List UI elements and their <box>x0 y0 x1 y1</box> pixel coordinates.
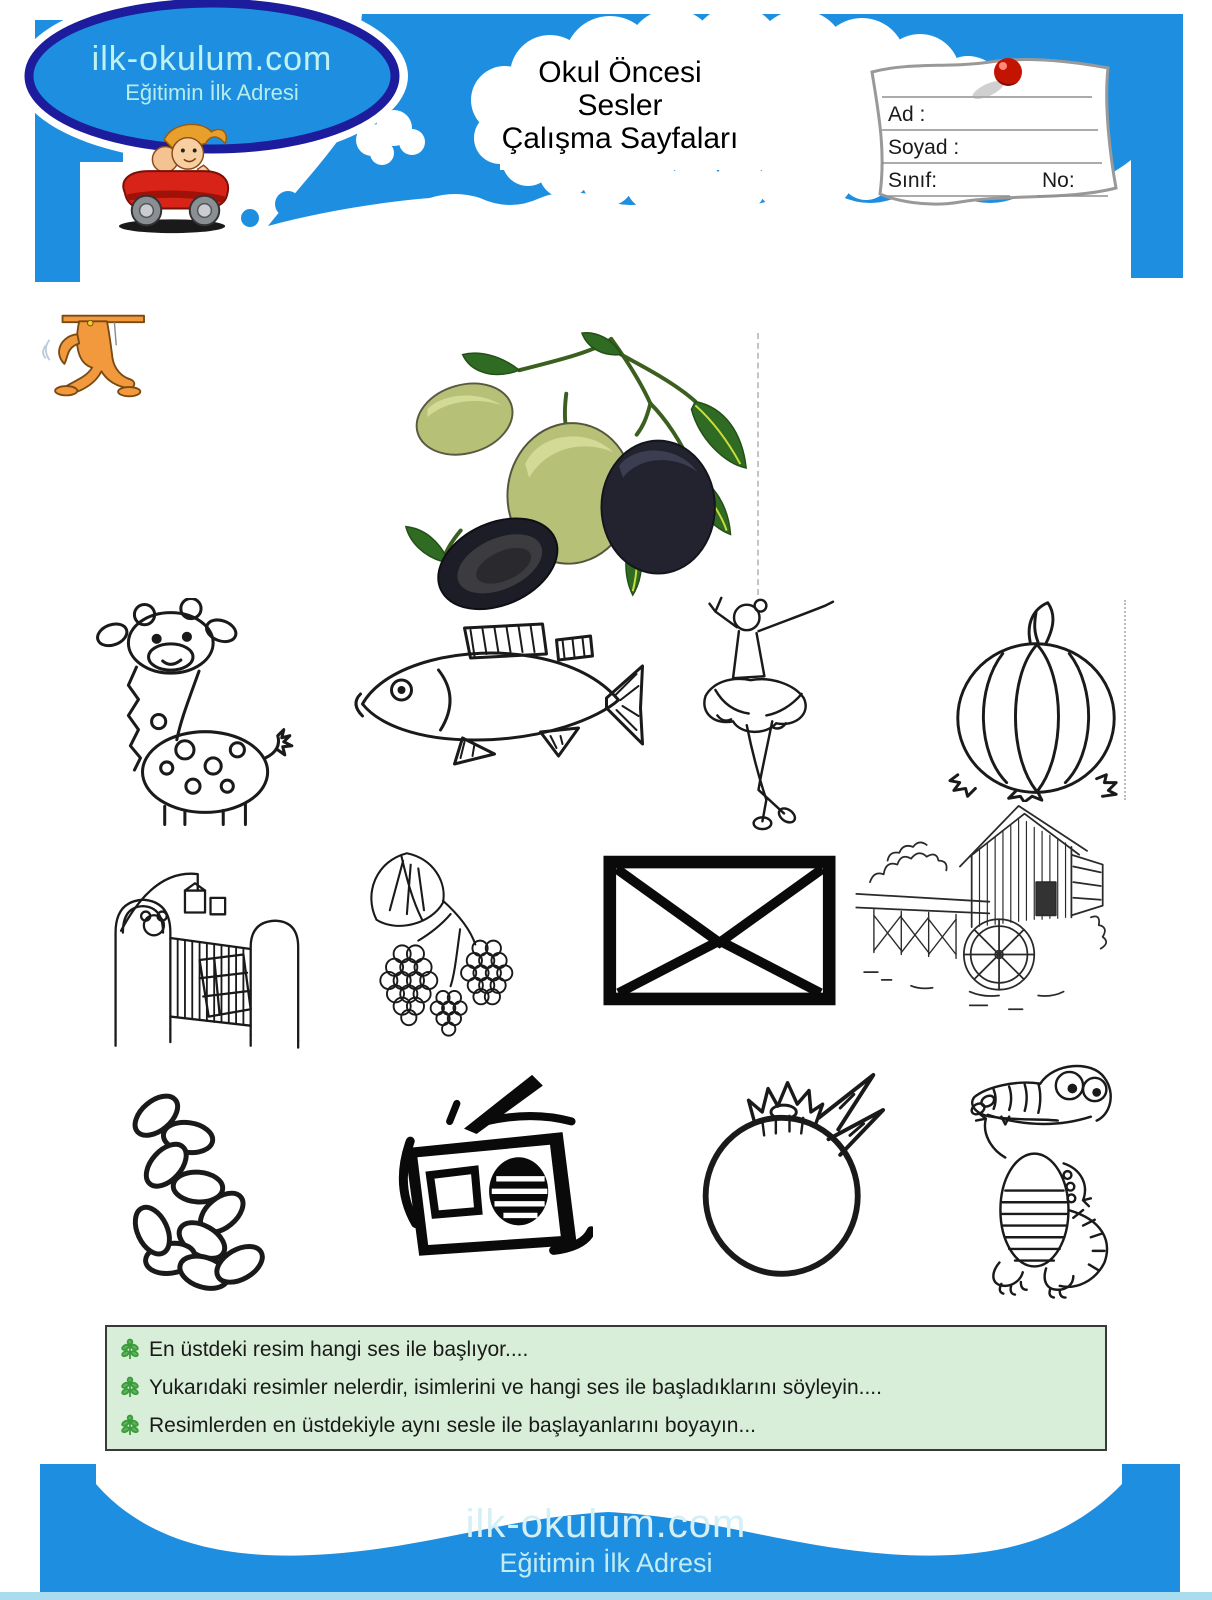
instruction-text-1: En üstdeki resim hangi ses ile başlıyor.... <box>149 1338 529 1361</box>
header-logo-title: ilk-okulum.com <box>91 40 333 78</box>
footer-logo-title: ilk-okulum.com <box>465 1502 747 1546</box>
instruction-text-3: Resimlerden en üstdekiyle aynı sesle ile başlayanlarını boyayın... <box>149 1414 756 1437</box>
instructions-box <box>105 1325 1107 1451</box>
footer-logo-subtitle: Eğitimin İlk Adresi <box>499 1548 713 1578</box>
baby-crib-image <box>90 840 300 1058</box>
orange-cartoon-animal-image <box>35 312 153 400</box>
watermill-image <box>852 800 1107 1020</box>
pomegranate-image <box>692 1053 887 1285</box>
name-card-field-soyad: Soyad : <box>888 136 960 159</box>
instruction-row-1 <box>121 1337 1091 1363</box>
instruction-row-3 <box>121 1413 1091 1439</box>
name-card-field-no: No: <box>1042 169 1075 192</box>
fish-image <box>342 612 647 777</box>
ballerina-image <box>672 590 847 835</box>
olives-image <box>402 322 754 612</box>
crocodile-image <box>945 1042 1120 1310</box>
chain-image <box>103 1082 285 1300</box>
footer-bottom-strip <box>0 1592 1212 1600</box>
header-logo-subtitle: Eğitimin İlk Adresi <box>125 80 299 105</box>
name-card-field-sinif: Sınıf: <box>888 169 938 192</box>
kid-in-red-car-icon <box>108 120 243 238</box>
sprout-bullet-icon <box>121 1375 139 1401</box>
instruction-text-2: Yukarıdaki resimler nelerdir, isimlerini ve hangi ses ile başladıklarını söyleyin.... <box>149 1376 882 1399</box>
name-card-field-ad: Ad : <box>888 103 926 126</box>
cloud-title <box>420 56 820 155</box>
cloud-line-3: Çalışma Sayfaları <box>501 122 739 155</box>
pumpkin-image <box>948 596 1124 802</box>
cloud-line-2: Sesler <box>577 89 663 122</box>
page-edge-dashed-mark <box>757 333 759 595</box>
page-edge-dotted-mark <box>1124 600 1126 800</box>
cloud-line-1: Okul Öncesi <box>538 56 702 89</box>
blackberries-image <box>348 843 538 1043</box>
radio-image <box>378 1062 593 1274</box>
giraffe-image <box>86 598 308 826</box>
instruction-row-2 <box>121 1375 1091 1401</box>
envelope-image <box>603 853 836 1008</box>
sprout-bullet-icon <box>121 1413 139 1439</box>
sprout-bullet-icon <box>121 1337 139 1363</box>
